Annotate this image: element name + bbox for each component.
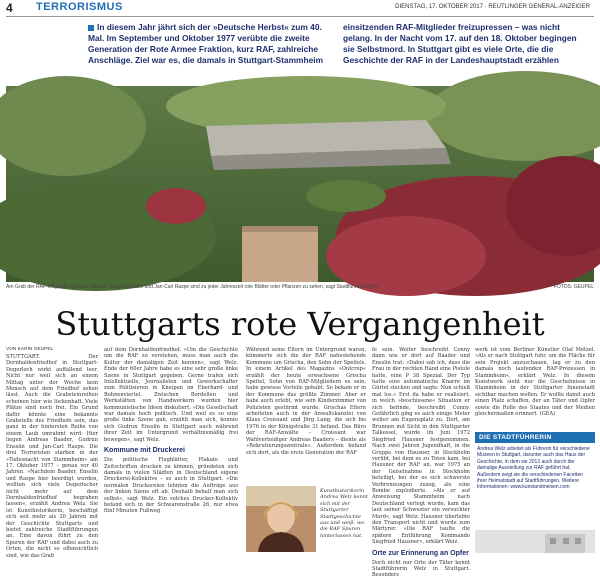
grave-photo: [6, 86, 594, 282]
column-2: [104, 347, 238, 552]
info-box-title: DIE STADTFÜHRERIN: [475, 432, 595, 443]
column-4-text: fe sein. Weiter beschreibt Conny dann wie er dort auf Baader und Ensslin trat: »Dabei sah ich, dass die Frau in der rechten Hand eine Pistole hatte, eine P 38 Spezial. Der Typ hatte eine automatische Knarre im Gürtel stecken und sagte: Nun schieß mal los.« Erst da habe er realisiert, in welch »beschissene« Situation er sich befinde, beschreibt Conny. Gefährlich ging es auch einige Meter weiter am Eugensplatz zu. Dort, am Brunnen mit Sicht in den Stuttgarter Talkessel, wurde im Juni 1972 Siegfried Hausner festgenommen. Nach zwei Jahren Jugendhaft, in die Gruppe von Hausner, in Stockholm verübt, bei dem es zu Toten kam, bei Hausner der RAF an, war 1975 an der Geiselnahme in Stockholm beteiligt, bei der es sich schwerste Verbrennungen zuzog, als eine Bombe explodierte. »Als er auf Anweisung Stammheim nach Deutschland verlegt wurde, kam das laut seiner Schwester ein versuchter Mord«, sagt Welz. Hausner überlebte den Transport nicht und wurde zum Märtyrer. »Die RAF taufte die spätere Entführung Kommando Siegfried Hausner«, erklärt Welz.: [372, 347, 470, 546]
column-5: [475, 347, 595, 429]
column-3-text: Während seine Eltern im Untergrund waren, kümmerte sich die der RAF nahestehende Kommune um Grischa, den Sohn der Speitels. In einem Artikel des Magazins »Outcrop« erzählt der heute erwachsene Grischa Speitel, Sohn von RAF-Mitgliedern es sein, habe gewisse Vorteile gehabt: So bekam er in der Kommune das größte Zimmer. Aber er habe auch erlebt, wie sein Kinderzimmer von Polizisten gestürmt wurde. Grischas Eltern arbeiteten auch in der Anwaltskanzlei von Klaus Croissant und Jörg Lang, die sich bis 1976 in der Königstraße 31 befand. Das Büro der RAF-Anwälte – Croissant war Wahlverteidiger Andreas Baaders – diente als »Rekrutierungszentrale«. Außerdem befand sich dort, als die erste Generation der RAF: [246, 347, 366, 456]
dateline: DIENSTAG, 17. OKTOBER 2017 · REUTLINGER GENERAL-ANZEIGER: [395, 4, 590, 10]
info-box-text: Andrea Welz arbeitet als Führerin für verschiedene Museen in Stuttgart, darunter auch das Haus der Geschichte, in dem sie 2013 auch durch die damalige Ausstellung zur RAF geführt hat. Außerdem zeigt sie die verschiedenen Facetten ihrer Heimatstadt auf Stadtführungen. Weitere Informationen: www.kunstandmeisen.com: [477, 446, 590, 491]
column-5-text: werk ist vom Berliner Künstler Olaf Metzel. »Als er nach Stuttgart fuhr, um die Fläche für sein Projekt anzuschauen, lag er zu den damals noch laufenden RAF-Prozessen in Stammheim«, erklärt Welz. In diesem Kunstwerk sieht nur die Geschehnisse in Stammheim in der Stuttgarter Innenstadt sichtbar machen wollen. Er wollte damit auch einen Platz schaffen, der an Täter und Opfer sowie die Rolle des Staates und der Medien gleichermaßen erinnert. (GEA): [475, 347, 595, 418]
small-photo-illustration: [475, 530, 595, 553]
intro-body: In diesem Jahr jährt sich der »Deutsche Herbst« zum 40. Mal. Im September und Oktober 1977 verübte die zweite Generation der Rote Armee Fraktion, kurz RAF, zahlreiche Anschläge. Ziel war es, die damals in Stuttgart-Stammheim einsitzenden RAF-Mitglieder freizupressen – was nicht gelang. In der Nacht vom 17. auf den 18. Oktober begingen sie Selbstmord. In Stuttgart gibt es viele Orte, die die Geschichte der RAF in der Landeshauptstadt erzählen: [88, 22, 577, 65]
page-header: [0, 0, 600, 16]
photo-caption: [6, 284, 594, 290]
portrait-caption: Kunsthistorikerin Andrea Welz kennt sich mit der Stuttgarter Stadtgeschichte aus und weiß, wo die RAF Spuren hinterlassen hat.: [320, 488, 368, 539]
column-1-text: STUTTGART. Der Dornhaldenfriedhof in Stuttgart-Degerloch wirkt auffallend leer. Nicht nur weil sich an einem Mittag unter der Woche kein Mensch auf dem Friedhof sehen lässt. Auch die Grabsteinreihen scheinen hier wie lückenhaft. Viele Plätze sind noch frei. Ein Grund dafür könnte eine bekannte Grabstelle des Friedhofs sein, das ganz in der hintersten Reihe von einem Laub umrahmt wird: Hier liegen Andreas Baader, Gudrun Ensslin und Jan-Carl Raspe. Die drei Terroristen starben in der »Todesnacht von Stammheim« am 17. Oktober 1977 – genau vor 40 Jahren. »Nachdem Baader, Ensslin und Raspe hier beerdigt wurden, wollten sich viele Degerlocher nicht mehr auf dem Dornhaldenfriedhof begraben lassen«, erzählt Andrea Welz. Sie ist Kunsthistorikerin, beschäftigt sich seit mehr als 20 Jahren mit der Geschichte Stuttgarts und bietet zahlreiche Stadtführungen an. Eine davon führt zu den Spuren der RAF und dabei auch zu Orten, die nicht so offensichtlich sind, wie das Grab: [6, 354, 98, 559]
grave-photo-illustration: [6, 86, 594, 282]
photo-caption-text: Am Grab der RAF-Mitglieder Andreas Baader, Gudrun Ensslin und Jan-Carl Raspe sind zu jeder Jahreszeit rote Blätter oder Pflanzen zu sehen, sagt Stadtführerin Welz.: [6, 284, 379, 290]
column-2-text: auf dem Dornhaldenfriedhof. »Um die Geschichte um die RAF zu verstehen, muss man auch die Kultur der damaligen Zeit kennen«, sagt Welz. Ende der 60er Jahre habe es eine sehr große linke Szene in Stuttgart gegeben. Gerne trafen sich Intellektuelle, Journalisten und Gewerkschafter zum Politisieren in Kneipen im Eberhard- und Bohnenviertel. Zwischen Bordellen und Werkstätten von Handwerkern wurden hier kommunistische Ideen diskutiert. »Die Gesellschaft war damals hoch politisch. Und weil es so eine große linke Szene gab, erzählt man sich, konnte sich Gudrun Ensslin in Stuttgart auch während ihrer Zeit im Untergrund verhältnismäßig frei bewegen«, sagt Welz.: [104, 347, 238, 443]
small-photo: [475, 530, 595, 553]
section-title: TERRORISMUS: [36, 1, 123, 13]
portrait-illustration: [246, 486, 316, 552]
header-rule: [6, 16, 594, 17]
column-3: [246, 347, 366, 483]
portrait-photo: [246, 486, 316, 552]
photo-credit: FOTOS: GEUPEL: [553, 284, 594, 290]
column-4-text-b: Doch nicht nur Orte der Täter kennt Stadtführerin Welz in Stuttgart. Besonders: [372, 559, 470, 579]
column-1: [6, 354, 98, 559]
subheading-kommune: Kommune mit Druckerei: [104, 447, 185, 455]
column-2-text-b: Die politische Flugblätter, Plakate und Zeitschriften drucken zu können, gründeten sich damals in vielen Städten in Deutschland eigene Druckerei-Kollektive – so auch in Stuttgart. »Die normalen Druckereien lehnten die Aufträge aus der linken Szene oft ab. Deshalb behalf man sich selbst«, sagt Welz. Ein solches Drucker-Kollektiv befand sich in der Schwarenstraße 26, nur etwa fünf Minuten Fußweg: [104, 457, 238, 515]
bullet-square-icon: [88, 25, 94, 31]
headline: Stuttgarts rote Vergangenheit: [55, 305, 545, 343]
page-number: 4: [6, 1, 13, 15]
byline: VON KARIN GEUPEL: [6, 347, 54, 352]
column-4: [372, 347, 470, 579]
subheading-opfer: Orte zur Erinnerung an Opfer: [372, 549, 469, 557]
